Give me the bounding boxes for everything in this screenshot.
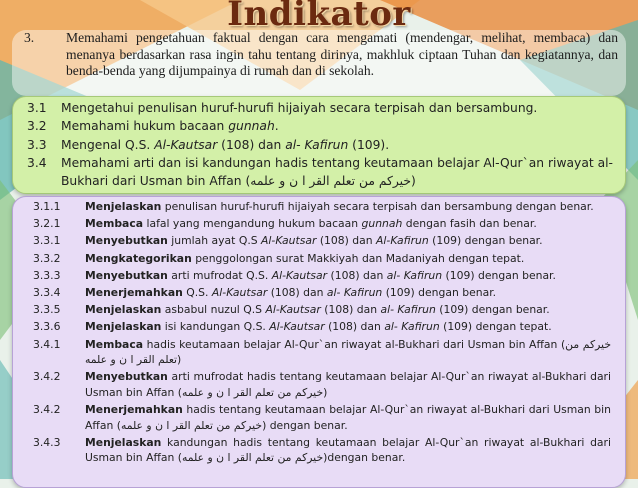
indicator-verb: Membaca [85,337,144,351]
text-segment: ) [323,385,328,399]
text-segment: penulisan huruf-hurufi hijaiyah secara terpisah dan bersambung dengan benar. [161,200,594,213]
indicator-verb: Menjelaskan [85,200,162,213]
text-segment: arti mufrodat hadis tentang keutamaan belajar Al-Qur`an riwayat al-Bukhari dari Usman bin Affan ( [85,370,611,399]
indicator-text [85,233,611,249]
text-segment: hadis keutamaan belajar Al-Qur`an riwayat al-Bukhari dari Usman bin Affan ( [143,337,566,351]
italic-term: Al-Kautsar [154,137,218,152]
italic-term: al- Kafirun [386,268,443,282]
indicator-item [29,251,611,267]
italic-term: Al-Kautsar [271,268,328,282]
text-segment: arti mufrodat Q.S. [167,268,272,282]
indicator-number: 3.3.6 [33,320,61,334]
indicator-number: 3.3.3 [33,268,61,282]
indicator-number: 3.4.2 [33,403,61,417]
indicator-text [85,435,611,466]
italic-term: Al-Kautsar [265,303,321,317]
indicator-verb: Menjelaskan [85,320,162,334]
text-segment: (109) dengan benar. [435,303,550,317]
text-segment: lafal yang mengandung hukum bacaan [143,217,362,231]
italic-term: gunnah [361,217,403,231]
indicator-item [29,285,611,301]
item-number: 3.1 [27,101,47,115]
indicator-item [29,268,611,284]
indicator-verb: Menyebutkan [85,370,168,384]
indicator-verb: Menerjemahkan [85,285,183,299]
indicator-item [29,402,611,433]
indicator-text [85,199,611,215]
text-segment: (109) dengan benar. [428,234,543,248]
text-segment: . [274,119,279,134]
item-number: 3.3 [27,137,47,152]
text-segment: ) [410,174,416,189]
indicator-item [29,199,611,215]
indicator-number: 3.3.5 [33,303,61,317]
indicator-item [29,233,611,249]
text-segment: (108) dan [217,137,286,152]
item-text [61,117,613,135]
arabic-text: خيركم من تعلم القر ا ن و علمه [182,385,324,399]
indicator-number: 3.4.3 [33,435,61,449]
indicator-number: 3.2.1 [33,217,61,231]
text-segment: isi kandungan Q.S. [161,320,270,334]
indicator-number: 3.3.1 [33,234,61,248]
indicator-verb: Menjelaskan [85,435,162,449]
italic-term: al- Kafirun [326,285,383,299]
competency-3-box [12,30,626,96]
basic-competency-list [12,96,626,194]
text-segment: ) dengan benar. [262,418,348,432]
arabic-text: خيركم من تعلم القر ا ن و علمه [182,451,324,465]
italic-term: Al-Kafirun [376,234,429,248]
page-title: Indikator [227,0,411,34]
text-segment: (109) dengan tepat. [439,320,552,334]
indicator-number: 3.4.1 [33,337,61,351]
italic-term: al- Kafirun [384,320,440,334]
indicator-item [29,337,611,368]
text-segment: asbabul nuzul Q.S [161,303,266,317]
italic-term: al- Kafirun [380,303,436,317]
indicator-text [85,285,611,301]
italic-term: Al-Kautsar [211,285,268,299]
item-text [61,154,613,191]
indicator-item [29,435,611,466]
text-segment: Memahami hukum bacaan [61,119,229,134]
text-segment: dengan fasih dan benar. [402,217,537,231]
indicator-text [85,251,611,267]
text-segment: Mengetahui penulisan huruf-hurufi hijaiyah secara terpisah dan bersambung. [61,101,538,115]
item-number: 3.2 [27,119,47,134]
text-segment: jumlah ayat Q.S [167,234,262,248]
indicator-verb: Menyebutkan [85,234,168,248]
italic-term: Al-Kautsar [269,320,325,334]
indicator-text [85,319,611,335]
indicator-text [85,302,611,318]
item-text [61,99,613,117]
text-segment: (108) dan [267,285,327,299]
indicator-number: 3.3.2 [33,251,61,265]
indicator-verb: Membaca [85,217,144,231]
arabic-text: خيركم من تعلم القر ا ن و علمه [250,174,411,189]
basic-competency-item [27,117,613,135]
indicator-item [29,369,611,400]
indicator-number: 3.4.2 [33,370,61,384]
text-segment: (109) dengan benar. [442,268,556,282]
text-segment: (108) dan [316,234,377,248]
indicator-text [85,268,611,284]
indicator-item [29,302,611,318]
text-segment: penggolongan surat Makkiyah dan Madaniyah dengan tepat. [191,251,525,265]
competency-item [12,30,626,80]
text-segment: kandungan hadis tentang keutamaan belajar Al-Qur`an riwayat al-Bukhari dari Usman bin Affan ( [85,435,611,465]
indicator-verb: Menerjemahkan [85,403,183,417]
text-segment: (108) dan [324,320,385,334]
indicator-item [29,216,611,232]
indicator-list [12,196,626,488]
text-segment: (108) dan [320,303,381,317]
italic-term: gunnah [228,119,275,134]
basic-competency-item [27,136,613,154]
indicator-number: 3.1.1 [33,200,61,213]
text-segment: Memahami arti dan isi kandungan hadis tentang keutamaan belajar Al-Qur`an riwayat al-Bukhari dari Usman bin Affan ( [61,155,613,189]
text-segment: )dengan benar. [323,451,406,465]
competency-text: Memahami pengetahuan faktual dengan cara mengamati (mendengar, melihat, membaca) dan menanya berdasarkan rasa ingin tahu tentang dirinya, makhluk ciptaan Tuhan dan kegiatannya, dan benda-benda yang dijumpainya di rumah dan di sekolah. [66,30,618,79]
item-number: 3.4 [27,155,47,170]
basic-competency-item [27,99,613,117]
text-segment: Mengenal Q.S. [61,137,155,152]
indicator-text [85,369,611,400]
indicator-verb: Mengkategorikan [85,251,192,265]
indicator-verb: Menjelaskan [85,303,162,317]
indicator-text [85,216,611,232]
italic-term: Al-Kautsar [261,234,317,248]
arabic-text: خيركم من تعلم القر ا ن و علمه [85,337,611,367]
indicator-number: 3.3.4 [33,285,61,299]
italic-term: al- Kafirun [285,137,349,152]
text-segment: hadis tentang keutamaan belajar Al-Qur`an riwayat al-Bukhari dari Usman bin Affan ( [85,403,611,432]
indicator-text [85,337,611,368]
text-segment: ) [177,353,182,367]
competency-number: 3. [24,30,35,45]
arabic-text: خيركم من تعلم القر ا ن و علمه [120,418,263,432]
indicator-item [29,319,611,335]
text-segment: (109) dengan benar. [382,285,497,299]
text-segment: (109). [348,137,390,152]
indicator-verb: Menyebutkan [85,268,168,282]
indicator-text [85,402,611,433]
item-text [61,136,613,154]
text-segment: Q.S. [182,285,212,299]
text-segment: (108) dan [327,268,387,282]
basic-competency-item [27,154,613,191]
